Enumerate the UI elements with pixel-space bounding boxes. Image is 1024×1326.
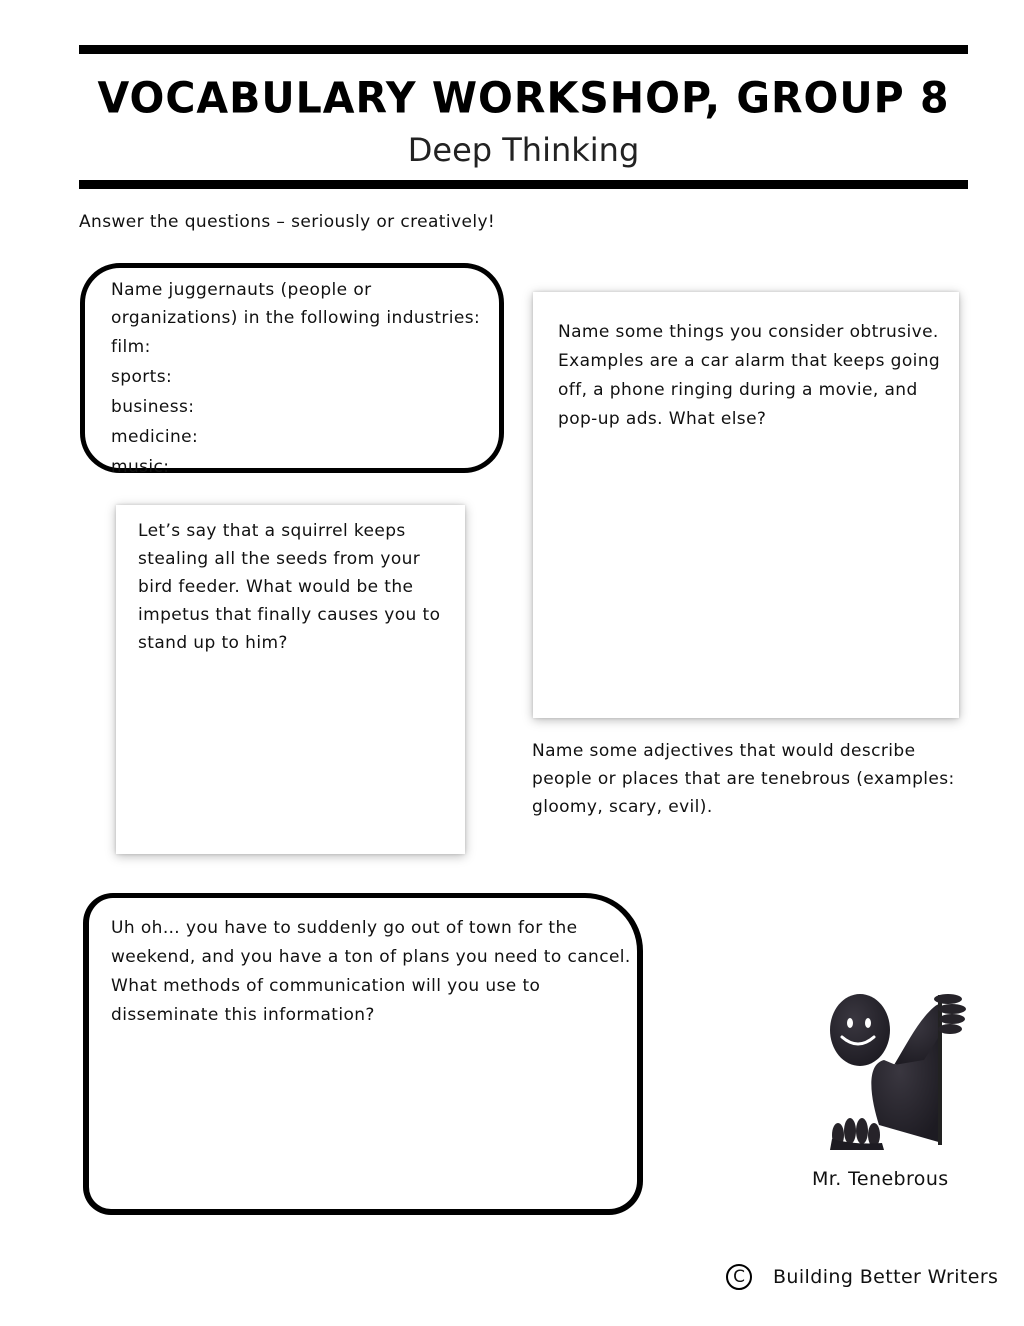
tenebrous-prompt: Name some adjectives that would describe people or places that are tenebrous (examples: gloomy, scary, evil). [532,741,955,817]
disseminate-question: Uh oh… you have to suddenly go out of town for the weekend, and you have a ton of plans you need to cancel. What methods of communication will you use to disseminate this information? [111,918,631,1025]
impetus-card [116,505,465,854]
footer-credit: Building Better Writers [773,1266,999,1288]
juggernauts-box [80,263,504,477]
obtrusive-question: Name some things you consider obtrusive. Examples are a car alarm that keeps going off, a phone ringing during a movie, and pop-up ads. What else? [558,322,941,429]
industry-business: business: [111,397,195,417]
industry-list [111,332,198,482]
worksheet-title: VOCABULARY WORKSHOP, GROUP 8 [97,72,950,124]
industry-music: music: [111,457,170,477]
industry-sports: sports: [111,367,173,387]
industry-film: film: [111,337,151,357]
disseminate-box [83,893,643,1215]
obtrusive-card [533,292,959,718]
mascot-name: Mr. Tenebrous [812,1168,949,1190]
shadow-creature-illustration [824,985,970,1150]
worksheet-subtitle: Deep Thinking [407,131,640,169]
juggernauts-question: Name juggernauts (people or organizations) in the following industries: [111,280,481,328]
bottom-rule [79,180,968,189]
copyright-icon: C [726,1264,752,1290]
impetus-question: Let’s say that a squirrel keeps stealing all the seeds from your bird feeder. What would be the impetus that finally causes you to stand up to him? [138,521,441,653]
top-rule [79,45,968,54]
industry-medicine: medicine: [111,427,199,447]
instructions: Answer the questions – seriously or creatively! [79,212,496,232]
